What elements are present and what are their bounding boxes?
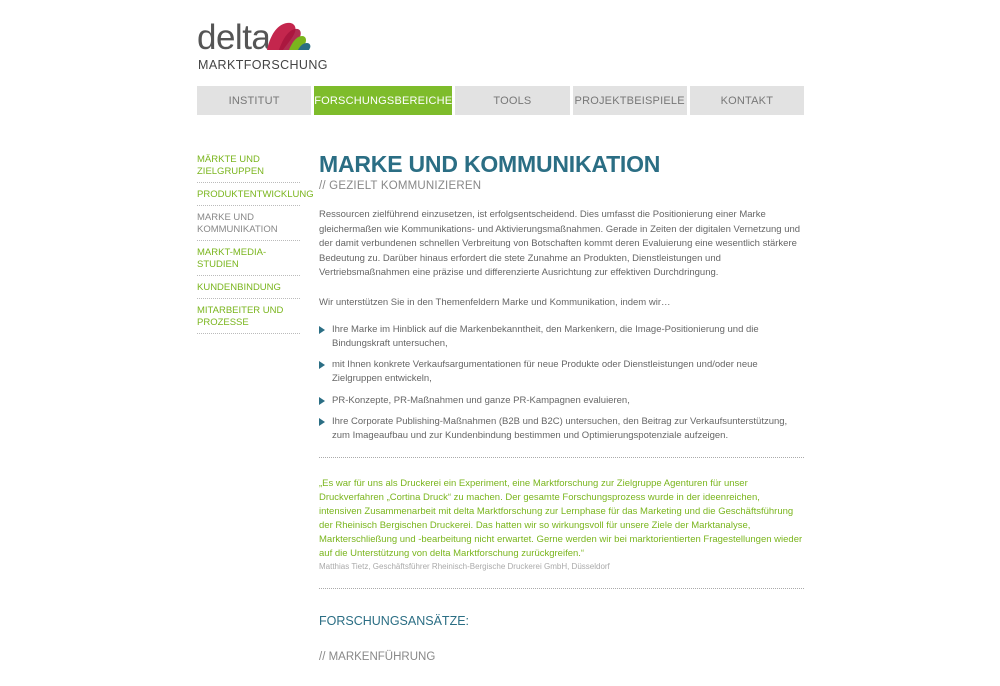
intro-paragraph: Ressourcen zielführend einzusetzen, ist erfolgsentscheidend. Dies umfasst die Positionierung einer Marke gleichermaßen wie Kommunikations- und Aktivierungsmaßnahmen. Gerade in Zeiten der digitalen Vernetzung und der damit verbundenen schnellen Verbreitung von Botschaften kommt deren Evaluierung eine wesentlich stärkere Bedeutung zu. Darüber hinaus erfordert die stete Zunahme an Produkten, Dienstleistungen und Vertriebsmaßnahmen eine präzise und differenzierte Ausrichtung zur effektiven Durchdringung.: [319, 209, 801, 278]
divider: [319, 588, 804, 589]
main-content: [319, 150, 804, 663]
list-item: [319, 323, 804, 351]
nav-item-institut[interactable]: INSTITUT: [197, 86, 311, 115]
triangle-bullet-icon: [319, 397, 325, 405]
logo-mark-icon: [265, 20, 313, 54]
page-title: MARKE UND KOMMUNIKATION: [319, 151, 661, 177]
sidebar-item-markt-media[interactable]: MARKT-MEDIA-STUDIEN: [197, 245, 300, 276]
sidebar-nav: [197, 152, 314, 338]
nav-item-tools[interactable]: TOOLS: [455, 86, 569, 115]
sidebar-item-mitarbeiter[interactable]: MITARBEITER UND PROZESSE: [197, 303, 300, 334]
page-subtitle: // GEZIELT KOMMUNIZIEREN: [319, 180, 482, 192]
lead-paragraph: Wir unterstützen Sie in den Themenfeldern Marke und Kommunikation, indem wir…: [319, 296, 671, 308]
sidebar-item-maerkte[interactable]: MÄRKTE UND ZIELGRUPPEN: [197, 152, 300, 183]
list-item-text: Ihre Marke im Hinblick auf die Markenbekanntheit, den Markenkern, die Image-Positionierung und die Bindungskraft untersuchen,: [332, 323, 759, 349]
sidebar-item-kundenbindung[interactable]: KUNDENBINDUNG: [197, 280, 300, 299]
list-item-text: Ihre Corporate Publishing-Maßnahmen (B2B und B2C) untersuchen, den Beitrag zur Verkaufsunterstützung, zum Imageaufbau und zur Kundenbindung bestimmen und Optimierungspotenziale aufzeigen.: [332, 416, 788, 441]
list-item: [319, 394, 804, 408]
service-list: [319, 323, 804, 444]
triangle-bullet-icon: [319, 361, 325, 369]
nav-item-projektbeispiele[interactable]: PROJEKTBEISPIELE: [573, 86, 687, 115]
list-item-text: mit Ihnen konkrete Verkaufsargumentationen für neue Produkte oder Dienstleistungen und/oder neue Zielgruppen entwickeln,: [332, 359, 758, 384]
list-item: [319, 415, 804, 443]
main-nav: [197, 86, 804, 115]
triangle-bullet-icon: [319, 418, 325, 426]
testimonial-quote: „Es war für uns als Druckerei ein Experiment, eine Marktforschung zur Zielgruppe Agenturen für unser Druckverfahren „Cortina Druck“ zu machen. Der gesamte Forschungsprozess wurde in der ideenreichen, intensiven Zusammenarbeit mit delta Marktforschung zur Lernphase für das Marketing und die Geschäftsführung der Rheinisch Bergischen Druckerei. Das hatten wir so wirkungsvoll für unsere Ziele der Marktanalyse, Markterschließung und -bearbeitung nicht erwartet. Gerne werden wir bei marktorientierten Fragestellungen wieder auf die Unterstützung von delta Marktforschung zurückgreifen.“: [319, 478, 803, 559]
nav-item-kontakt[interactable]: KONTAKT: [690, 86, 804, 115]
divider: [319, 457, 804, 458]
sub-heading: // MARKENFÜHRUNG: [319, 651, 436, 663]
triangle-bullet-icon: [319, 326, 325, 334]
nav-item-forschungsbereiche[interactable]: FORSCHUNGSBEREICHE: [314, 86, 452, 115]
sidebar-item-marke-kommunikation[interactable]: MARKE UND KOMMUNIKATION: [197, 210, 300, 241]
logo-subtitle: MARKTFORSCHUNG: [198, 58, 328, 72]
logo[interactable]: [197, 18, 327, 73]
sidebar-item-produktentwicklung[interactable]: PRODUKTENTWICKLUNG: [197, 187, 300, 206]
list-item-text: PR-Konzepte, PR-Maßnahmen und ganze PR-Kampagnen evaluieren,: [332, 394, 630, 406]
list-item: [319, 358, 804, 386]
logo-wordmark: delta: [197, 18, 271, 57]
testimonial-author: Matthias Tietz, Geschäftsführer Rheinisch-Bergische Druckerei GmbH, Düsseldorf: [319, 562, 610, 571]
section-heading: FORSCHUNGSANSÄTZE:: [319, 614, 470, 628]
